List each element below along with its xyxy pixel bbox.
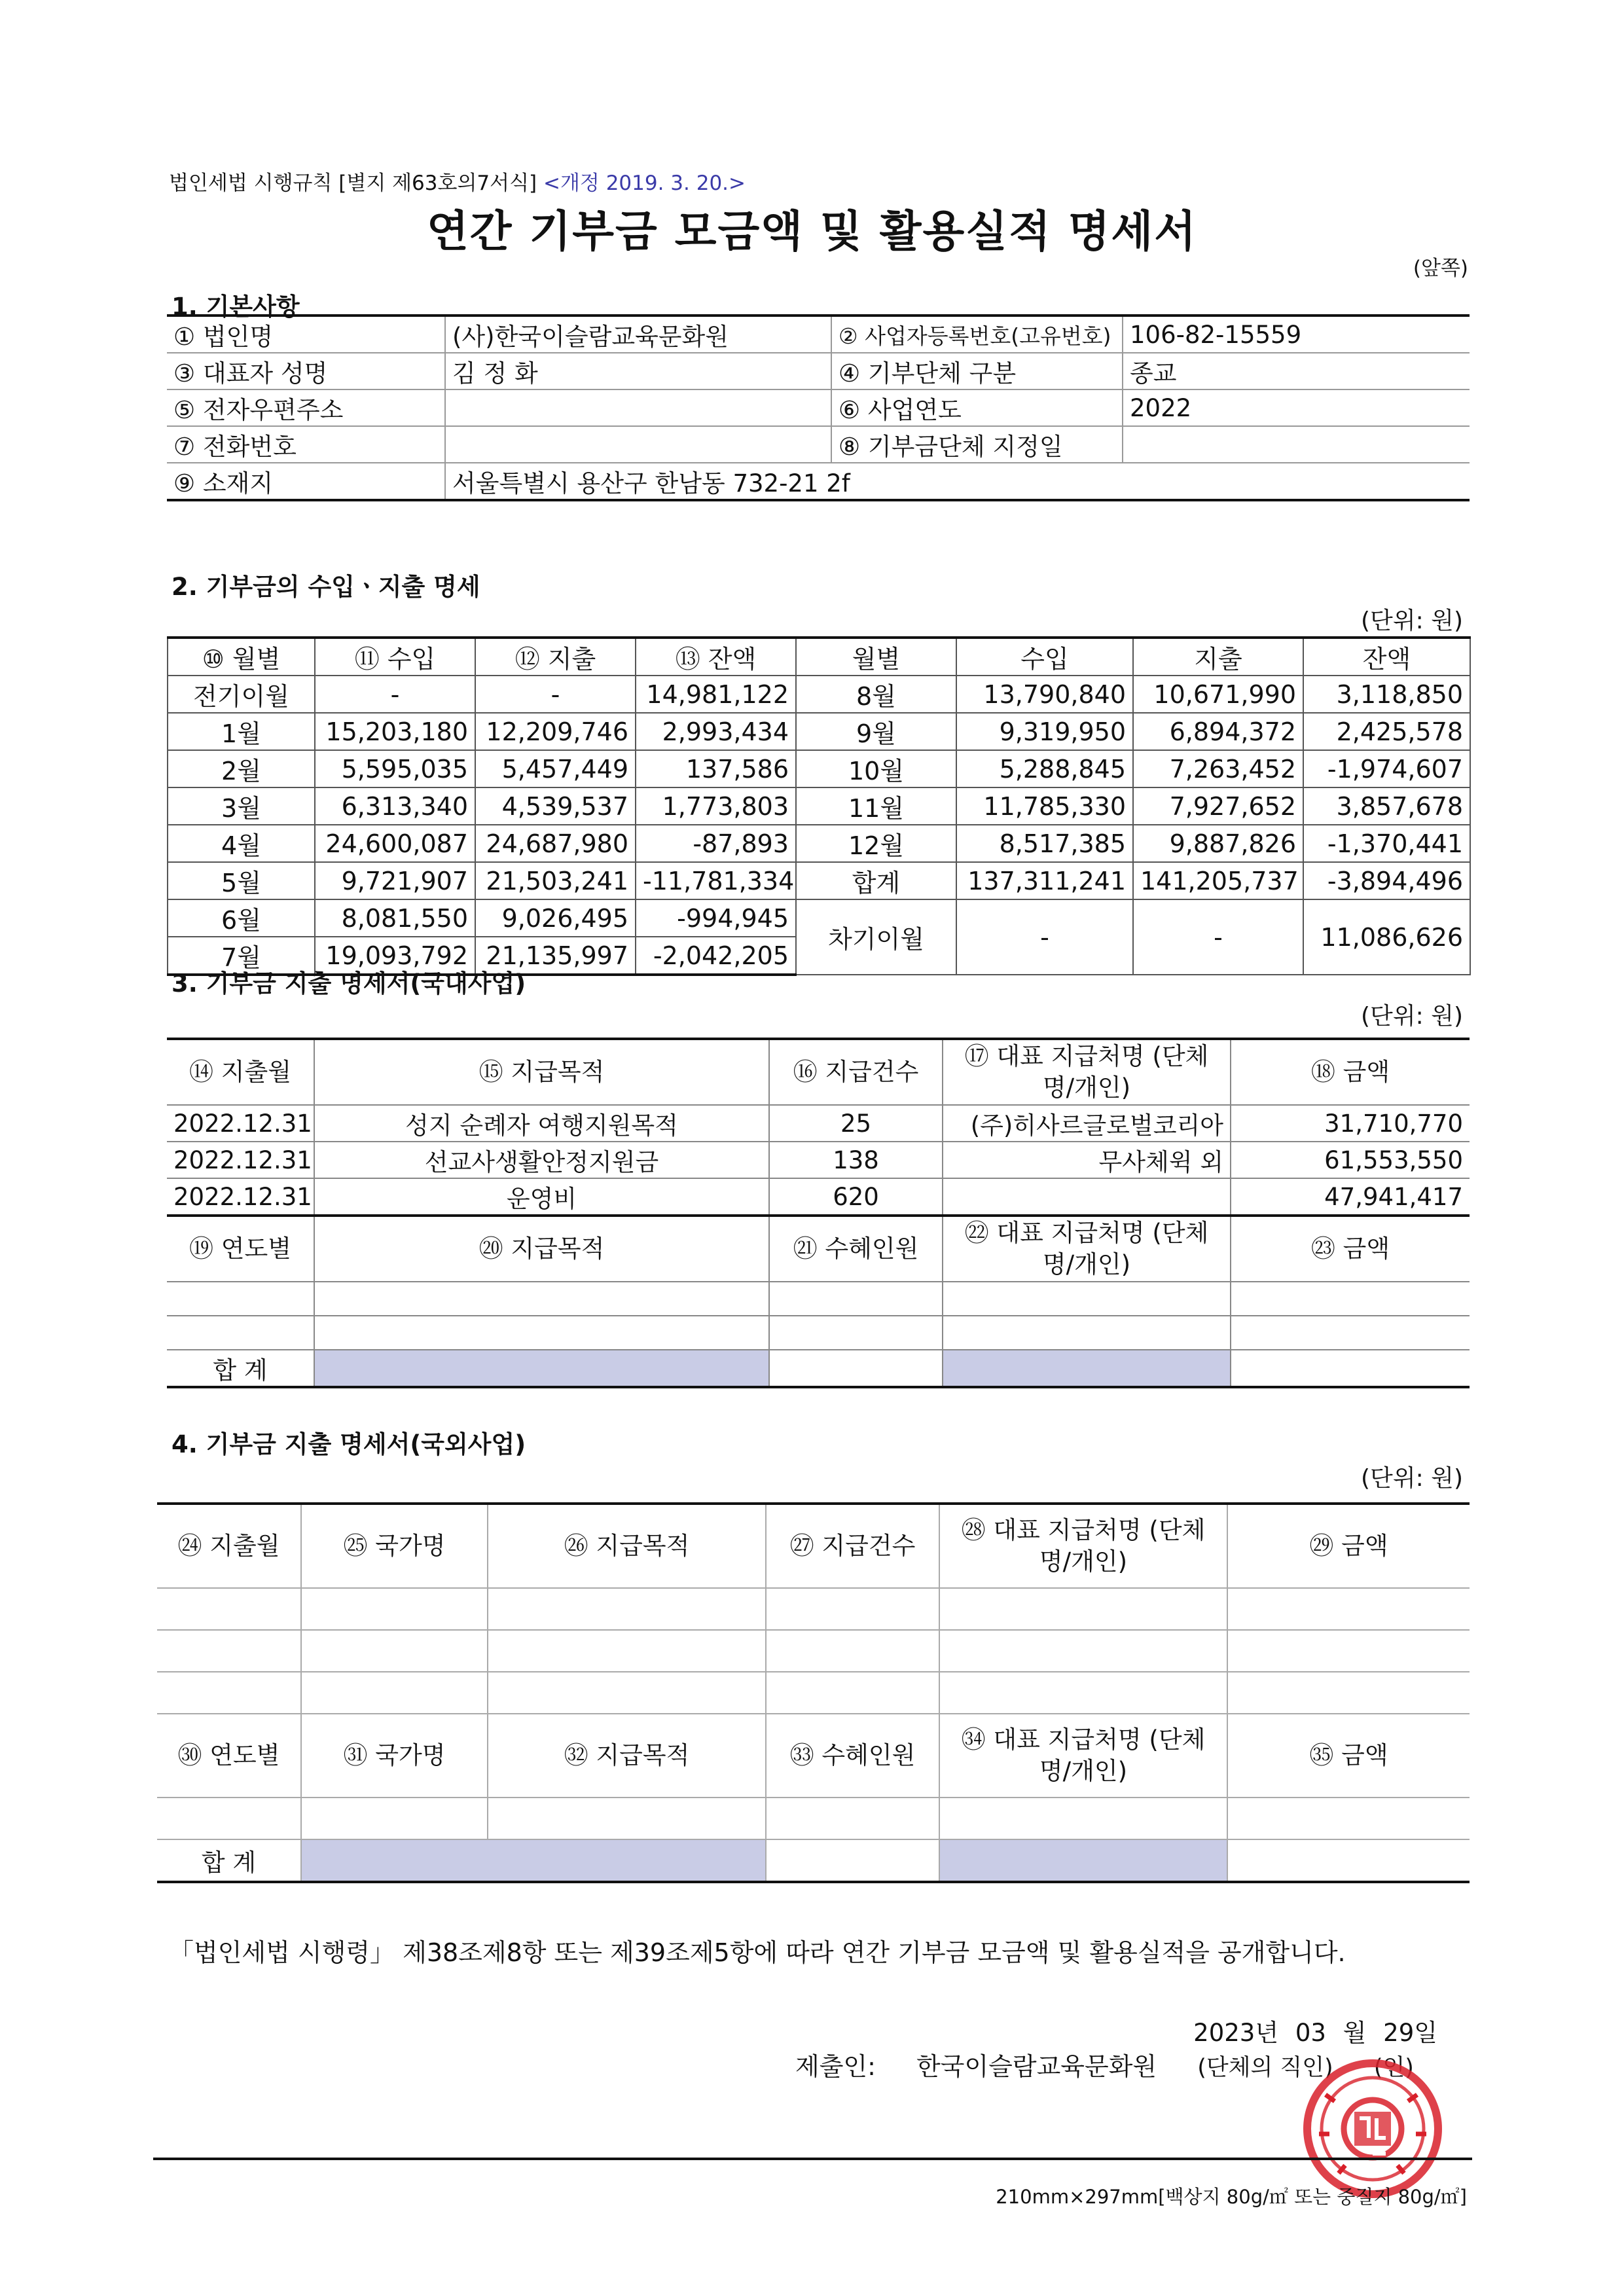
cell-month: 전기이월 xyxy=(168,676,315,713)
info-row xyxy=(167,463,1470,500)
table-header-row xyxy=(168,638,1470,676)
col-recipient: ㉞ 대표 지급처명 (단체명/개인) xyxy=(939,1714,1227,1798)
submitter-label: 제출인: xyxy=(795,2052,876,2081)
cell-expense: 6,894,372 xyxy=(1133,713,1303,750)
table-row xyxy=(168,899,1470,937)
income-expense-table xyxy=(167,636,1471,976)
cell-month: 4월 xyxy=(168,825,315,862)
value-org-type: 종교 xyxy=(1123,353,1470,389)
cell-purpose: 성지 순례자 여행지원목적 xyxy=(314,1105,769,1142)
table-row xyxy=(167,1282,1470,1316)
table-row xyxy=(168,787,1470,825)
col-count: ㉗ 지급건수 xyxy=(766,1504,939,1588)
cell-month: 9월 xyxy=(796,713,956,750)
cell-month: 5월 xyxy=(168,862,315,899)
cell-carryover-label: 차기이월 xyxy=(796,899,956,975)
table-row xyxy=(157,1672,1470,1714)
cell-income: 9,319,950 xyxy=(956,713,1133,750)
table-header-row xyxy=(167,1039,1470,1105)
cell-month: 2월 xyxy=(168,750,315,787)
col-recipient: ㉒ 대표 지급처명 (단체명/개인) xyxy=(943,1216,1231,1282)
table-row xyxy=(157,1630,1470,1672)
cell-month: 8월 xyxy=(796,676,956,713)
table-row xyxy=(167,1105,1470,1142)
overseas-expense-table xyxy=(157,1502,1470,1883)
seal-role: (단체의 직인) xyxy=(1197,2055,1333,2081)
value-corp-name: (사)한국이슬람교육문화원 xyxy=(445,316,831,353)
col-recipient: ㉘ 대표 지급처명 (단체명/개인) xyxy=(939,1504,1227,1588)
cell-expense: 7,927,652 xyxy=(1133,787,1303,825)
label-email: ⑤ 전자우편주소 xyxy=(167,389,445,426)
cell-balance: 3,118,850 xyxy=(1303,676,1470,713)
cell-date: 2022.12.31 xyxy=(167,1105,314,1142)
cell-income: 24,600,087 xyxy=(315,825,475,862)
col-amount: ㉙ 금액 xyxy=(1227,1504,1470,1588)
cell-amount: 31,710,770 xyxy=(1231,1105,1470,1142)
cell-total-income: 137,311,241 xyxy=(956,862,1133,899)
cell-recipient: (주)히사르글로벌코리아 xyxy=(943,1105,1231,1142)
shaded-cell xyxy=(939,1839,1227,1882)
cell-balance: -2,042,205 xyxy=(636,937,796,975)
cell-balance: -994,945 xyxy=(636,899,796,937)
cell-expense: - xyxy=(475,676,636,713)
cell-recipient: 무사체윅 외 xyxy=(943,1142,1231,1178)
table-row xyxy=(157,1588,1470,1630)
label-org-type: ④ 기부단체 구분 xyxy=(831,353,1123,389)
col-income: ⑪ 수입 xyxy=(315,638,475,676)
cell-date: 2022.12.31 xyxy=(167,1142,314,1178)
cell-date: 2022.12.31 xyxy=(167,1178,314,1216)
cell-balance: 2,993,434 xyxy=(636,713,796,750)
official-seal-icon xyxy=(1299,2055,1447,2203)
table-row xyxy=(168,676,1470,713)
cell-balance: 3,857,678 xyxy=(1303,787,1470,825)
col-month: ⑩ 월별 xyxy=(168,638,315,676)
label-business-number: ② 사업자등록번호(고유번호) xyxy=(831,316,1123,353)
cell-month: 7월 xyxy=(168,937,315,975)
col-purpose: ⑮ 지급목적 xyxy=(314,1039,769,1105)
cell-balance: -87,893 xyxy=(636,825,796,862)
cell-month: 6월 xyxy=(168,899,315,937)
col-amount: ⑱ 금액 xyxy=(1231,1039,1470,1105)
col-purpose: ⑳ 지급목적 xyxy=(314,1216,769,1282)
col-income-2: 수입 xyxy=(956,638,1133,676)
col-expense-month: ⑭ 지출월 xyxy=(167,1039,314,1105)
cell-balance: 137,586 xyxy=(636,750,796,787)
cell-amount: 61,553,550 xyxy=(1231,1142,1470,1178)
cell-income: 6,313,340 xyxy=(315,787,475,825)
cell-income: 8,517,385 xyxy=(956,825,1133,862)
col-beneficiaries: ㉑ 수혜인원 xyxy=(769,1216,943,1282)
cell-balance: -11,781,334 xyxy=(636,862,796,899)
shaded-cell xyxy=(943,1350,1231,1387)
value-fiscal-year: 2022 xyxy=(1123,389,1470,426)
value-business-number: 106-82-15559 xyxy=(1123,316,1470,353)
table-row xyxy=(157,1798,1470,1839)
cell-balance: -1,370,441 xyxy=(1303,825,1470,862)
cell-expense: 24,687,980 xyxy=(475,825,636,862)
col-amount: ㉓ 금액 xyxy=(1231,1216,1470,1282)
label-address: ⑨ 소재지 xyxy=(167,463,445,500)
table-row xyxy=(168,825,1470,862)
section3-heading: 3. 기부금 지출 명세서(국내사업) xyxy=(171,969,526,998)
form-reference xyxy=(169,166,746,196)
value-representative: 김 정 화 xyxy=(445,353,831,389)
section3-unit: (단위: 원) xyxy=(1361,1003,1463,1030)
shaded-cell xyxy=(314,1350,769,1387)
col-year: ⑲ 연도별 xyxy=(167,1216,314,1282)
cell-income: 19,093,792 xyxy=(315,937,475,975)
label-corp-name: ① 법인명 xyxy=(167,316,445,353)
cell-income: 8,081,550 xyxy=(315,899,475,937)
value-designation-date xyxy=(1123,426,1470,463)
cell-total-balance: -3,894,496 xyxy=(1303,862,1470,899)
col-amount: ㉟ 금액 xyxy=(1227,1714,1470,1798)
section1-heading: 1. 기본사항 xyxy=(171,293,300,321)
label-fiscal-year: ⑥ 사업연도 xyxy=(831,389,1123,426)
basic-info-table xyxy=(167,314,1470,501)
table-header-row xyxy=(167,1216,1470,1282)
cell-month: 12월 xyxy=(796,825,956,862)
cell-balance: 1,773,803 xyxy=(636,787,796,825)
submitter-name: 한국이슬람교육문화원 xyxy=(916,2052,1157,2081)
col-expense-month: ㉔ 지출월 xyxy=(157,1504,301,1588)
col-month-2: 월별 xyxy=(796,638,956,676)
total-row xyxy=(157,1839,1470,1882)
cell-carryover-income: - xyxy=(956,899,1133,975)
cell-expense: 9,026,495 xyxy=(475,899,636,937)
submission-date: 2023년 03 월 29일 xyxy=(1193,2019,1437,2047)
revision-date: <개정 2019. 3. 20.> xyxy=(543,172,746,195)
col-balance: ⑬ 잔액 xyxy=(636,638,796,676)
col-country: ㉕ 국가명 xyxy=(301,1504,488,1588)
col-recipient: ⑰ 대표 지급처명 (단체명/개인) xyxy=(943,1039,1231,1105)
cell-amount: 47,941,417 xyxy=(1231,1178,1470,1216)
info-row xyxy=(167,426,1470,463)
table-row xyxy=(167,1316,1470,1350)
col-beneficiaries: ㉝ 수혜인원 xyxy=(766,1714,939,1798)
bottom-divider xyxy=(153,2158,1472,2160)
side-label: (앞쪽) xyxy=(1413,257,1468,280)
cell-expense: 21,503,241 xyxy=(475,862,636,899)
cell-carryover-expense: - xyxy=(1133,899,1303,975)
cell-expense: 12,209,746 xyxy=(475,713,636,750)
paper-spec: 210mm×297mm[백상지 80g/㎡ 또는 중질지 80g/㎡] xyxy=(996,2186,1467,2208)
total-row xyxy=(167,1350,1470,1387)
total-label: 합 계 xyxy=(167,1350,314,1387)
info-row xyxy=(167,389,1470,426)
col-year: ㉚ 연도별 xyxy=(157,1714,301,1798)
page-title: 연간 기부금 모금액 및 활용실적 명세서 xyxy=(427,206,1197,257)
cell-recipient xyxy=(943,1178,1231,1216)
domestic-expense-table xyxy=(167,1038,1470,1388)
cell-income: - xyxy=(315,676,475,713)
cell-income: 13,790,840 xyxy=(956,676,1133,713)
cell-count: 138 xyxy=(769,1142,943,1178)
table-row xyxy=(168,862,1470,899)
col-expense-2: 지출 xyxy=(1133,638,1303,676)
cell-total-expense: 141,205,737 xyxy=(1133,862,1303,899)
table-header-row xyxy=(157,1504,1470,1588)
value-email xyxy=(445,389,831,426)
col-purpose: ㉖ 지급목적 xyxy=(488,1504,766,1588)
col-purpose: ㉜ 지급목적 xyxy=(488,1714,766,1798)
cell-expense: 7,263,452 xyxy=(1133,750,1303,787)
law-reference: 법인세법 시행규칙 [별지 제63호의7서식] xyxy=(169,172,537,195)
cell-month: 3월 xyxy=(168,787,315,825)
label-representative: ③ 대표자 성명 xyxy=(167,353,445,389)
shaded-cell xyxy=(301,1839,766,1882)
cell-expense: 4,539,537 xyxy=(475,787,636,825)
section4-unit: (단위: 원) xyxy=(1361,1465,1463,1492)
cell-count: 620 xyxy=(769,1178,943,1216)
section2-unit: (단위: 원) xyxy=(1361,607,1463,634)
section4-heading: 4. 기부금 지출 명세서(국외사업) xyxy=(171,1430,526,1458)
info-row xyxy=(167,316,1470,353)
total-label: 합 계 xyxy=(157,1839,301,1882)
cell-balance: -1,974,607 xyxy=(1303,750,1470,787)
table-row xyxy=(168,750,1470,787)
seal-mark: (인) xyxy=(1373,2055,1414,2081)
info-row xyxy=(167,353,1470,389)
cell-expense: 9,887,826 xyxy=(1133,825,1303,862)
disclosure-statement: 「법인세법 시행령」 제38조제8항 또는 제39조제5항에 따라 연간 기부금 모금액 및 활용실적을 공개합니다. xyxy=(169,1938,1346,1967)
cell-income: 5,595,035 xyxy=(315,750,475,787)
col-balance-2: 잔액 xyxy=(1303,638,1470,676)
value-address: 서울특별시 용산구 한남동 732-21 2f xyxy=(445,463,1470,500)
cell-income: 15,203,180 xyxy=(315,713,475,750)
cell-balance: 14,981,122 xyxy=(636,676,796,713)
label-designation-date: ⑧ 기부금단체 지정일 xyxy=(831,426,1123,463)
table-row xyxy=(167,1178,1470,1216)
value-phone xyxy=(445,426,831,463)
cell-month: 10월 xyxy=(796,750,956,787)
table-header-row xyxy=(157,1714,1470,1798)
cell-purpose: 선교사생활안정지원금 xyxy=(314,1142,769,1178)
section2-heading: 2. 기부금의 수입ㆍ지출 명세 xyxy=(171,573,480,601)
table-row xyxy=(168,713,1470,750)
label-phone: ⑦ 전화번호 xyxy=(167,426,445,463)
cell-expense: 10,671,990 xyxy=(1133,676,1303,713)
col-count: ⑯ 지급건수 xyxy=(769,1039,943,1105)
table-row xyxy=(167,1142,1470,1178)
col-expense: ⑫ 지출 xyxy=(475,638,636,676)
cell-expense: 5,457,449 xyxy=(475,750,636,787)
cell-count: 25 xyxy=(769,1105,943,1142)
cell-month: 11월 xyxy=(796,787,956,825)
cell-balance: 2,425,578 xyxy=(1303,713,1470,750)
cell-income: 9,721,907 xyxy=(315,862,475,899)
cell-total-label: 합계 xyxy=(796,862,956,899)
cell-income: 5,288,845 xyxy=(956,750,1133,787)
cell-income: 11,785,330 xyxy=(956,787,1133,825)
cell-month: 1월 xyxy=(168,713,315,750)
col-country: ㉛ 국가명 xyxy=(301,1714,488,1798)
cell-expense: 21,135,997 xyxy=(475,937,636,975)
cell-carryover-balance: 11,086,626 xyxy=(1303,899,1470,975)
cell-purpose: 운영비 xyxy=(314,1178,769,1216)
